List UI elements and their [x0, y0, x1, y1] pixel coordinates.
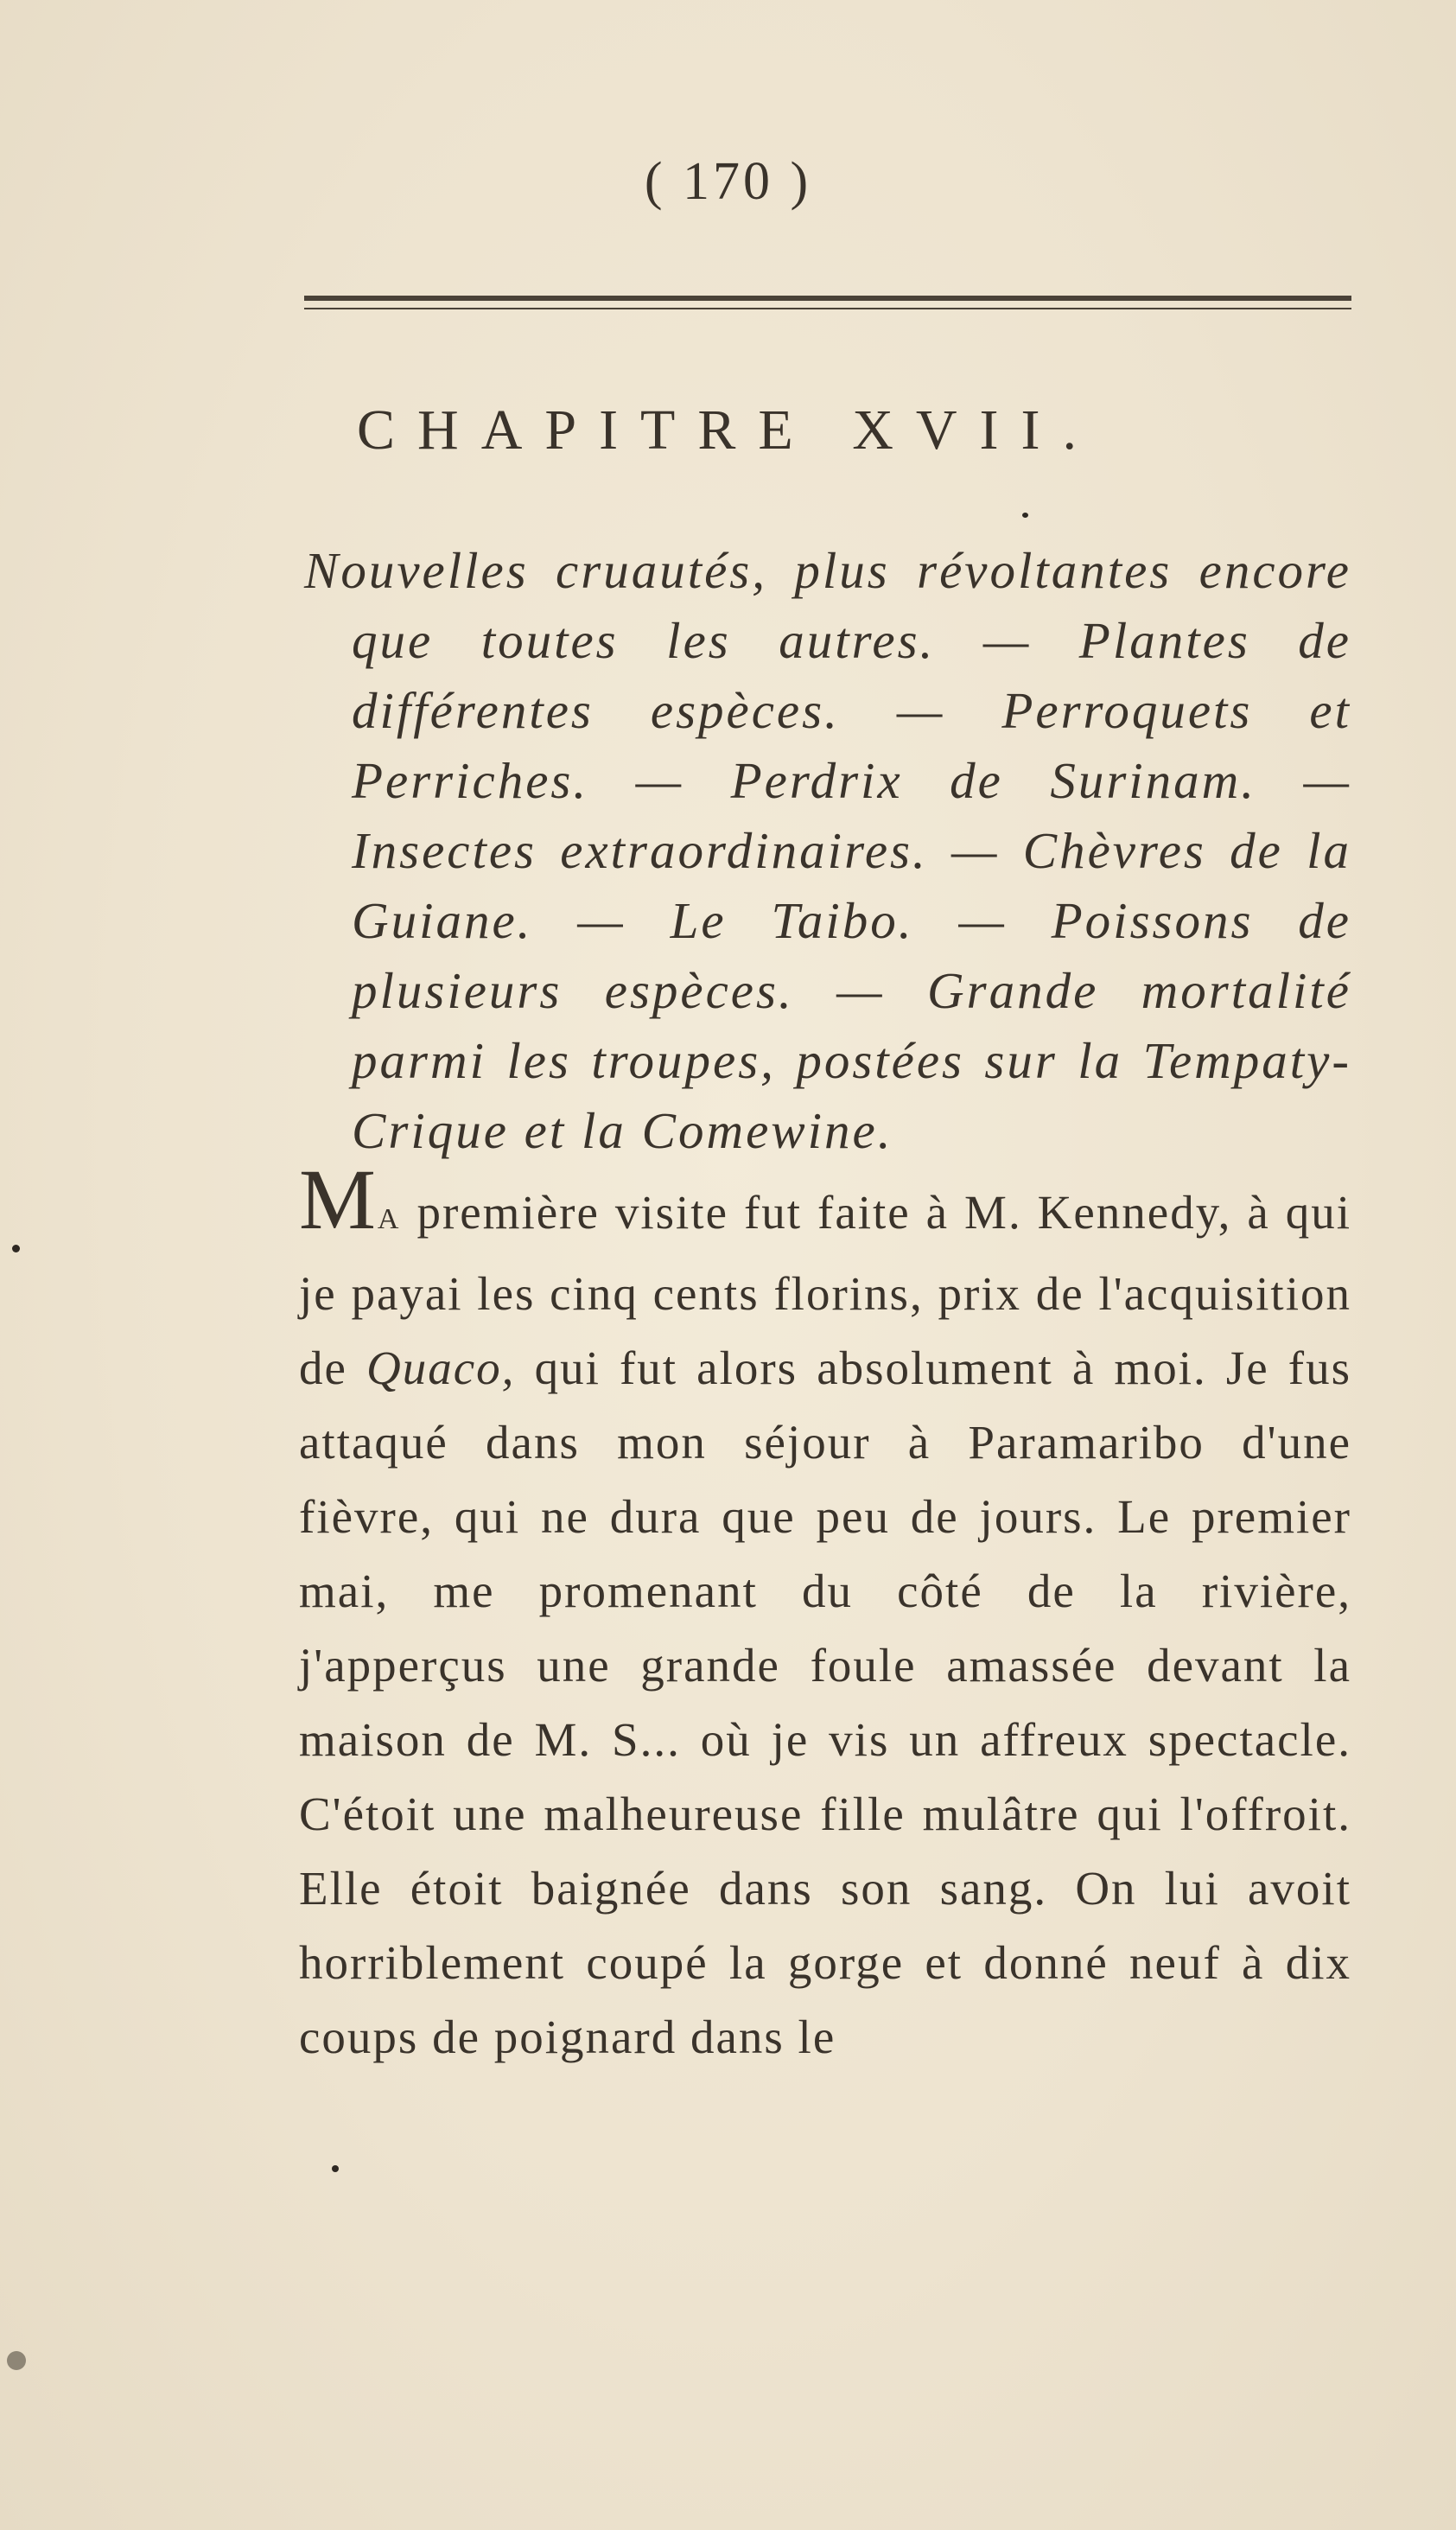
first-word-rest: A	[377, 1203, 402, 1235]
chapter-title: CHAPITRE XVII.	[357, 398, 1099, 462]
body-paragraph	[299, 1151, 1352, 2074]
header-rule-thick	[304, 296, 1351, 301]
drop-cap: M	[299, 1151, 378, 1247]
body-text-after-italic: qui fut alors absolument à moi. Je fus attaqué dans mon séjour à Paramaribo d'une fièvre, qui ne dura que peu de jours. Le premier mai, me promenant du côté de la rivière, j'apperçus une grande foule amassée devant la maison de M. S... où je vis un affreux spectacle. C'étoit une malheureuse fille mulâtre qui l'offroit. Elle étoit baignée dans son sang. On lui avoit horriblement coupé la gorge et donné neuf à dix coups de poignard dans le	[299, 1341, 1352, 2063]
ink-speck	[12, 1245, 20, 1252]
body-text-before-italic: première visite fut faite à M. Kennedy, à qui je payai les cinq cents florins, prix de l'acquisition de	[299, 1186, 1351, 1394]
page-number: ( 170 )	[644, 152, 812, 211]
header-rule-thin	[304, 308, 1351, 309]
ink-speck	[1022, 513, 1028, 518]
chapter-summary: Nouvelles cruautés, plus révoltantes encore que toutes les autres. — Plantes de différentes espèces. — Perroquets et Perriches. — Perdrix de Surinam. — Insectes extraordinaires. — Chèvres de la Guiane. — Le Taibo. — Poissons de plusieurs espèces. — Grande mortalité parmi les troupes, postées sur la Tempaty-Crique et la Comewine.	[304, 542, 1351, 1159]
ink-speck	[7, 2351, 26, 2370]
body-italic-name: Quaco,	[366, 1341, 516, 1394]
ink-speck	[332, 2165, 339, 2172]
